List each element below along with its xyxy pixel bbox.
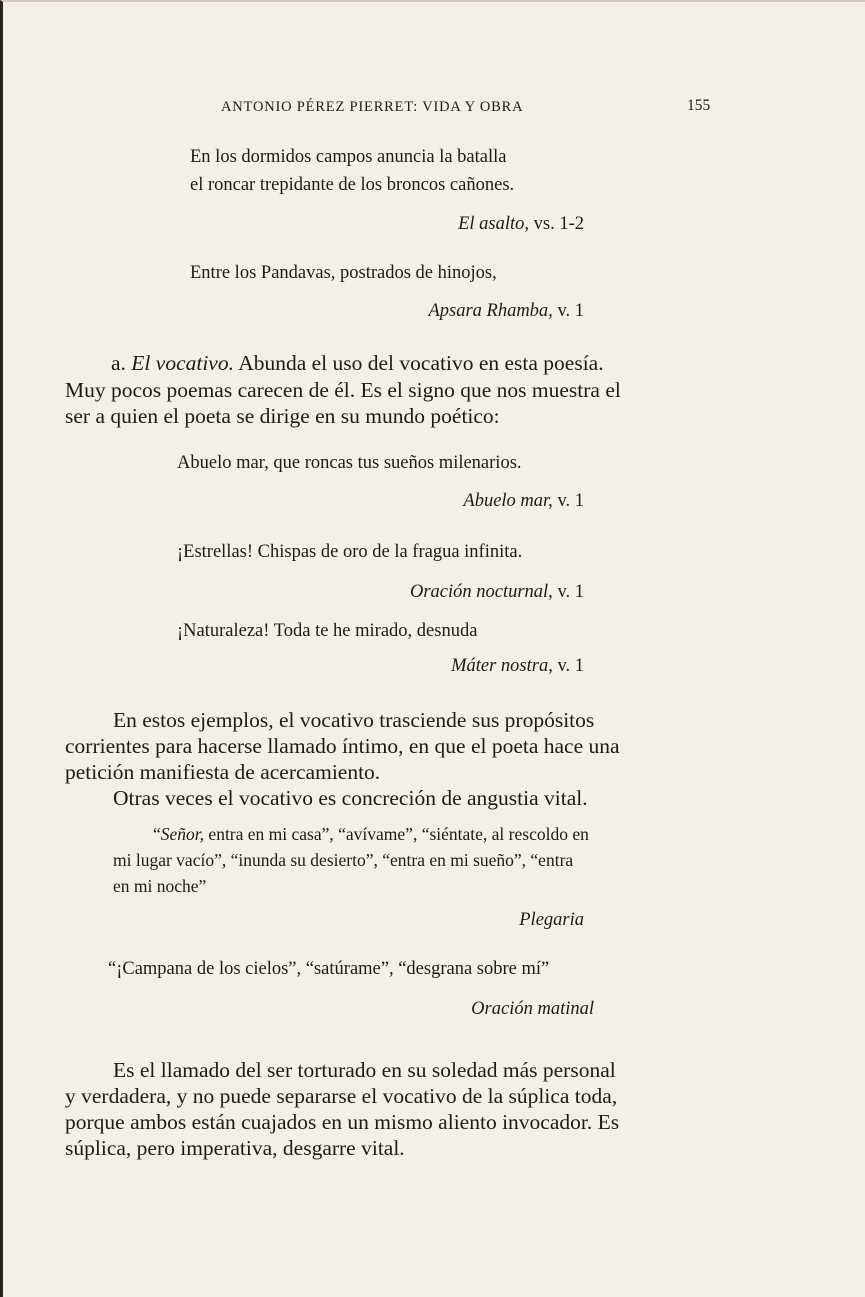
section-label: a. — [111, 351, 126, 375]
source-title: Plegaria — [519, 910, 584, 930]
open-quote: “ — [153, 824, 161, 844]
paragraph-line: Otras veces el vocativo es concreción de angustia vital. — [113, 786, 588, 810]
source-title: Oración matinal — [471, 999, 594, 1019]
paragraph-line: súplica, pero imperativa, desgarre vital. — [65, 1136, 405, 1160]
verse-line: Abuelo mar, que roncas tus sueños milenarios. — [177, 453, 522, 473]
verse-line: En los dormidos campos anuncia la batalla — [190, 147, 507, 167]
quote-line — [153, 821, 589, 847]
verse-line: Entre los Pandavas, postrados de hinojos, — [190, 263, 497, 283]
paragraph-line: corrientes para hacerse llamado íntimo, en que el poeta hace una — [65, 734, 620, 758]
verse-line: ¡Naturaleza! Toda te he mirado, desnuda — [177, 621, 478, 641]
quote-line: en mi noche” — [113, 876, 207, 896]
section-heading: El vocativo. — [131, 351, 234, 375]
source-title: Abuelo mar, — [463, 491, 553, 511]
quote-italic-word: Señor, — [160, 824, 205, 844]
quote-source — [471, 999, 594, 1020]
paragraph-line: ser a quien el poeta se dirige en su mundo poético: — [65, 404, 500, 428]
verse-source — [463, 491, 584, 512]
quote-source — [519, 910, 584, 931]
paragraph-line: En estos ejemplos, el vocativo trasciende sus propósitos — [113, 708, 595, 732]
source-ref: v. 1 — [557, 491, 584, 511]
verse-line: el roncar trepidante de los broncos cañones. — [190, 175, 515, 195]
verse-source — [410, 582, 584, 603]
quote-text: entra en mi casa”, “avívame”, “siéntate, al rescoldo en — [204, 824, 589, 844]
paragraph-line: petición manifiesta de acercamiento. — [65, 760, 381, 784]
paragraph-line: porque ambos están cuajados en un mismo aliento invocador. Es — [65, 1110, 620, 1134]
source-title: Máter nostra, — [451, 656, 553, 676]
verse-source — [428, 301, 584, 322]
source-ref: v. 1 — [557, 582, 584, 602]
paragraph-line: Muy pocos poemas carecen de él. Es el signo que nos muestra el — [65, 378, 621, 402]
verse-source — [451, 656, 584, 677]
page-number: 155 — [687, 97, 711, 114]
quote-line: “¡Campana de los cielos”, “satúrame”, “desgrana sobre mí” — [108, 959, 550, 979]
source-title: Oración nocturnal, — [409, 582, 553, 602]
source-title: El asalto, — [458, 214, 529, 234]
verse-source — [458, 214, 584, 235]
verse-line: ¡Estrellas! Chispas de oro de la fragua infinita. — [177, 542, 523, 562]
source-ref: v. 1 — [557, 656, 584, 676]
running-title: ANTONIO PÉREZ PIERRET: VIDA Y OBRA — [221, 99, 524, 115]
source-ref: v. 1 — [557, 301, 584, 321]
source-title: Apsara Rhamba, — [428, 301, 553, 321]
paragraph-text: Abunda el uso del vocativo en esta poesía. — [238, 351, 604, 375]
paragraph-line: Es el llamado del ser torturado en su soledad más personal — [113, 1058, 616, 1082]
paragraph-line: y verdadera, y no puede separarse el vocativo de la súplica toda, — [65, 1084, 618, 1108]
paragraph-line — [111, 350, 604, 376]
quote-line: mi lugar vacío”, “inunda su desierto”, “entra en mi sueño”, “entra — [113, 850, 574, 870]
source-ref: vs. 1-2 — [533, 214, 584, 234]
